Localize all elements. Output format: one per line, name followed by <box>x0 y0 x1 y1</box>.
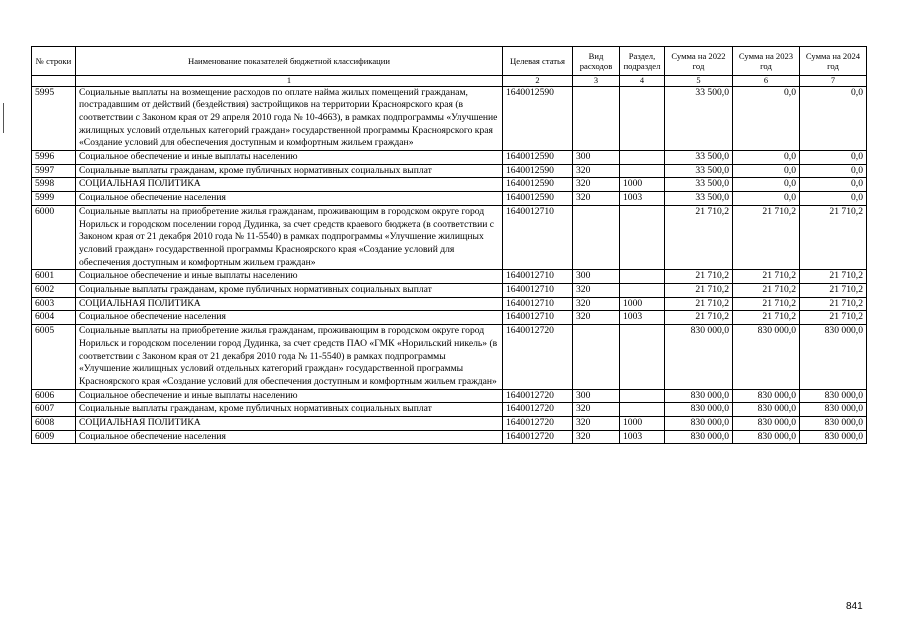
row-number: 5996 <box>32 151 76 165</box>
row-sum-2022: 33 500,0 <box>665 178 733 192</box>
row-sum-2024: 0,0 <box>800 86 867 151</box>
row-expense-type: 320 <box>573 178 620 192</box>
row-target-article: 1640012720 <box>503 403 573 417</box>
row-sum-2024: 830 000,0 <box>800 403 867 417</box>
column-number: 2 <box>503 76 573 87</box>
row-expense-type: 320 <box>573 297 620 311</box>
row-target-article: 1640012720 <box>503 417 573 431</box>
row-target-article: 1640012710 <box>503 311 573 325</box>
row-target-article: 1640012590 <box>503 192 573 206</box>
row-number: 6009 <box>32 430 76 444</box>
table-row <box>32 297 867 311</box>
row-target-article: 1640012720 <box>503 325 573 390</box>
row-sum-2022: 21 710,2 <box>665 205 733 270</box>
row-sum-2023: 830 000,0 <box>733 325 800 390</box>
row-number: 5998 <box>32 178 76 192</box>
header-section: Раздел, подраздел <box>620 47 665 76</box>
column-number-row <box>32 76 867 87</box>
row-target-article: 1640012590 <box>503 178 573 192</box>
row-sum-2022: 830 000,0 <box>665 417 733 431</box>
table-body <box>32 86 867 444</box>
row-target-article: 1640012720 <box>503 389 573 403</box>
row-sum-2022: 21 710,2 <box>665 311 733 325</box>
row-sum-2022: 33 500,0 <box>665 86 733 151</box>
row-sum-2022: 830 000,0 <box>665 430 733 444</box>
row-sum-2024: 21 710,2 <box>800 270 867 284</box>
row-sum-2023: 21 710,2 <box>733 270 800 284</box>
header-row-no: № строки <box>32 47 76 76</box>
column-number: 3 <box>573 76 620 87</box>
column-number: 5 <box>665 76 733 87</box>
row-section <box>620 270 665 284</box>
row-expense-type: 320 <box>573 403 620 417</box>
row-section <box>620 403 665 417</box>
row-section: 1000 <box>620 178 665 192</box>
table-row <box>32 311 867 325</box>
row-sum-2023: 21 710,2 <box>733 205 800 270</box>
row-sum-2022: 33 500,0 <box>665 192 733 206</box>
page-number: 841 <box>846 601 863 612</box>
row-target-article: 1640012710 <box>503 205 573 270</box>
row-expense-type <box>573 205 620 270</box>
row-name: Социальное обеспечение и иные выплаты населению <box>76 389 503 403</box>
row-sum-2024: 830 000,0 <box>800 325 867 390</box>
row-section <box>620 164 665 178</box>
row-expense-type: 320 <box>573 430 620 444</box>
table-row <box>32 430 867 444</box>
table-row <box>32 403 867 417</box>
row-expense-type: 320 <box>573 192 620 206</box>
row-sum-2023: 0,0 <box>733 151 800 165</box>
row-sum-2024: 21 710,2 <box>800 297 867 311</box>
row-section <box>620 205 665 270</box>
row-expense-type: 320 <box>573 311 620 325</box>
row-sum-2024: 0,0 <box>800 151 867 165</box>
row-sum-2023: 830 000,0 <box>733 430 800 444</box>
row-number: 6005 <box>32 325 76 390</box>
row-sum-2023: 0,0 <box>733 192 800 206</box>
row-number: 6003 <box>32 297 76 311</box>
row-number: 6007 <box>32 403 76 417</box>
row-name: Социальное обеспечение и иные выплаты населению <box>76 151 503 165</box>
row-number: 6008 <box>32 417 76 431</box>
row-sum-2024: 0,0 <box>800 192 867 206</box>
row-number: 5995 <box>32 86 76 151</box>
column-number: 6 <box>733 76 800 87</box>
row-number: 6001 <box>32 270 76 284</box>
row-section: 1003 <box>620 311 665 325</box>
column-number: 4 <box>620 76 665 87</box>
row-target-article: 1640012590 <box>503 151 573 165</box>
row-number: 5997 <box>32 164 76 178</box>
header-row <box>32 47 867 76</box>
row-expense-type <box>573 86 620 151</box>
header-expense-type: Вид расходов <box>573 47 620 76</box>
header-sum-2022: Сумма на 2022 год <box>665 47 733 76</box>
row-section <box>620 389 665 403</box>
header-target-article: Целевая статья <box>503 47 573 76</box>
row-expense-type <box>573 325 620 390</box>
row-name: Социальные выплаты на возмещение расходов по оплате найма жилых помещений гражданам, пострадавшим от действий (бездействия) застройщиков на территории Красноярского края (в соответствии с Законом края от 29 апреля 2010 года № 10-4663), в рамках подпрограммы «Улучшение жилищных условий отдельных категорий граждан» государственной программы Красноярского края «Создание условий для обеспечения доступным и комфортным жильем граждан» <box>76 86 503 151</box>
row-name: Социальное обеспечение населения <box>76 430 503 444</box>
row-number: 5999 <box>32 192 76 206</box>
row-section <box>620 325 665 390</box>
row-name: Социальное обеспечение населения <box>76 192 503 206</box>
row-target-article: 1640012710 <box>503 284 573 298</box>
table-row <box>32 325 867 390</box>
row-name: Социальное обеспечение населения <box>76 311 503 325</box>
row-expense-type: 300 <box>573 270 620 284</box>
row-target-article: 1640012720 <box>503 430 573 444</box>
table-row <box>32 86 867 151</box>
table-row <box>32 164 867 178</box>
table-row <box>32 192 867 206</box>
row-sum-2022: 830 000,0 <box>665 389 733 403</box>
row-sum-2023: 830 000,0 <box>733 389 800 403</box>
table-row <box>32 270 867 284</box>
row-sum-2022: 830 000,0 <box>665 403 733 417</box>
row-sum-2023: 0,0 <box>733 164 800 178</box>
row-expense-type: 300 <box>573 151 620 165</box>
row-expense-type: 300 <box>573 389 620 403</box>
row-name: СОЦИАЛЬНАЯ ПОЛИТИКА <box>76 417 503 431</box>
row-expense-type: 320 <box>573 417 620 431</box>
row-sum-2023: 21 710,2 <box>733 297 800 311</box>
row-sum-2022: 33 500,0 <box>665 164 733 178</box>
row-target-article: 1640012590 <box>503 86 573 151</box>
row-sum-2024: 0,0 <box>800 178 867 192</box>
row-sum-2023: 830 000,0 <box>733 417 800 431</box>
table-row <box>32 178 867 192</box>
row-section <box>620 86 665 151</box>
row-name: Социальные выплаты гражданам, кроме публичных нормативных социальных выплат <box>76 403 503 417</box>
row-sum-2024: 830 000,0 <box>800 430 867 444</box>
row-section <box>620 284 665 298</box>
row-sum-2022: 33 500,0 <box>665 151 733 165</box>
row-sum-2022: 21 710,2 <box>665 270 733 284</box>
row-number: 6004 <box>32 311 76 325</box>
row-number: 6000 <box>32 205 76 270</box>
row-target-article: 1640012590 <box>503 164 573 178</box>
row-target-article: 1640012710 <box>503 297 573 311</box>
row-expense-type: 320 <box>573 284 620 298</box>
row-name: Социальные выплаты на приобретение жилья гражданам, проживающим в городском округе город Норильск и городском поселении город Дудинка, за счет средств краевого бюджета (в соответствии с Законом края от 21 декабря 2010 года № 11-5540) в рамках подпрограммы «Улучшение жилищных условий граждан» государственной программы Красноярского края «Создание условий для обеспечения доступным и комфортным жильем граждан» <box>76 205 503 270</box>
row-sum-2022: 21 710,2 <box>665 284 733 298</box>
header-name: Наименование показателей бюджетной классификации <box>76 47 503 76</box>
row-target-article: 1640012710 <box>503 270 573 284</box>
row-sum-2023: 830 000,0 <box>733 403 800 417</box>
row-number: 6002 <box>32 284 76 298</box>
row-name: Социальные выплаты на приобретение жилья гражданам, проживающим в городском округе город Норильск и городском поселении город Дудинка, за счет средств ПАО «ГМК «Норильский никель» (в соответствии с Законом края от 21 декабря 2010 года № 11-5540) в рамках подпрограммы «Улучшение жилищных условий отдельных категорий граждан» государственной программы Красноярского края «Создание условий для обеспечения доступным и комфортным жильем граждан» <box>76 325 503 390</box>
table-row <box>32 284 867 298</box>
column-number: 1 <box>76 76 503 87</box>
row-name: Социальное обеспечение и иные выплаты населению <box>76 270 503 284</box>
column-number: 7 <box>800 76 867 87</box>
row-section: 1003 <box>620 430 665 444</box>
table-row <box>32 417 867 431</box>
row-name: Социальные выплаты гражданам, кроме публичных нормативных социальных выплат <box>76 164 503 178</box>
row-sum-2023: 21 710,2 <box>733 284 800 298</box>
row-sum-2024: 21 710,2 <box>800 205 867 270</box>
row-sum-2023: 21 710,2 <box>733 311 800 325</box>
table-row <box>32 205 867 270</box>
row-expense-type: 320 <box>573 164 620 178</box>
row-section <box>620 151 665 165</box>
table-row <box>32 151 867 165</box>
row-sum-2024: 21 710,2 <box>800 311 867 325</box>
row-sum-2022: 830 000,0 <box>665 325 733 390</box>
row-number: 6006 <box>32 389 76 403</box>
row-sum-2023: 0,0 <box>733 86 800 151</box>
row-sum-2024: 830 000,0 <box>800 417 867 431</box>
row-sum-2024: 21 710,2 <box>800 284 867 298</box>
row-name: СОЦИАЛЬНАЯ ПОЛИТИКА <box>76 178 503 192</box>
margin-line <box>3 103 4 133</box>
header-sum-2024: Сумма на 2024 год <box>800 47 867 76</box>
row-section: 1003 <box>620 192 665 206</box>
budget-table <box>31 46 867 444</box>
row-name: Социальные выплаты гражданам, кроме публичных нормативных социальных выплат <box>76 284 503 298</box>
table-row <box>32 389 867 403</box>
column-number <box>32 76 76 87</box>
row-sum-2022: 21 710,2 <box>665 297 733 311</box>
row-section: 1000 <box>620 297 665 311</box>
row-sum-2024: 830 000,0 <box>800 389 867 403</box>
row-section: 1000 <box>620 417 665 431</box>
row-sum-2024: 0,0 <box>800 164 867 178</box>
row-sum-2023: 0,0 <box>733 178 800 192</box>
row-name: СОЦИАЛЬНАЯ ПОЛИТИКА <box>76 297 503 311</box>
header-sum-2023: Сумма на 2023 год <box>733 47 800 76</box>
